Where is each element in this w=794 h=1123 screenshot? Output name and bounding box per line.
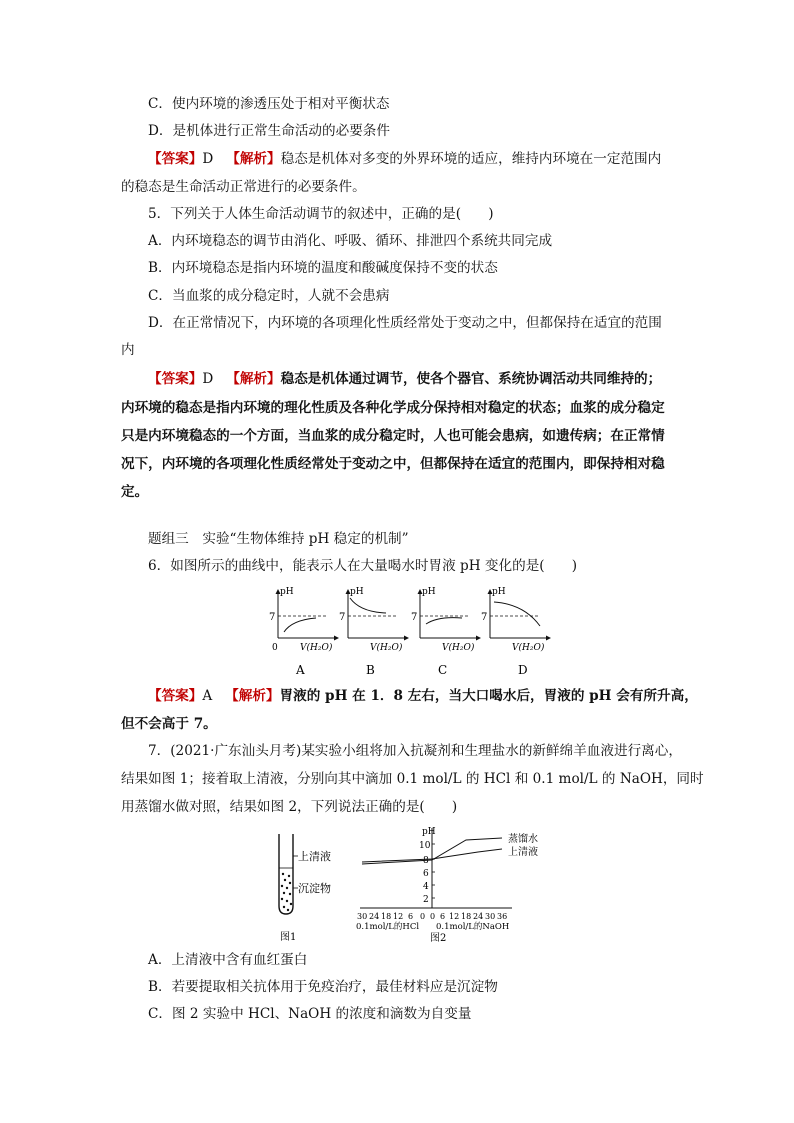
x-tick: 30 <box>357 912 368 921</box>
graph-a <box>269 587 338 677</box>
q5-option-a: A．内环境稳态的调节由消化、呼吸、循环、排泄四个系统共同完成 <box>148 233 553 249</box>
q5-option-b: B．内环境稳态是指内环境的温度和酸碱度保持不变的状态 <box>148 260 498 276</box>
figure-caption: 图2 <box>430 933 447 944</box>
x-tick: 6 <box>440 912 446 921</box>
analysis-tag: 【解析】 <box>226 151 281 167</box>
y-ticks <box>419 841 431 905</box>
analysis-text: 稳态是机体通过调节，使各个器官、系统协调活动共同维持的； <box>280 371 662 387</box>
legend-distilled-water: 蒸馏水 <box>508 834 538 845</box>
x-tick: 36 <box>497 912 508 921</box>
graph-label: D <box>518 663 528 677</box>
tick-7: 7 <box>411 612 418 623</box>
x-axis-label: V(H₂O) <box>512 643 545 653</box>
q7-stem-line1: 7．(2021·广东汕头月考)某实验小组将加入抗凝剂和生理盐水的新鲜绵羊血液进行离心， <box>148 743 682 759</box>
q4-option-d: D．是机体进行正常生命活动的必要条件 <box>148 123 390 139</box>
q4-analysis-line2: 的稳态是生命活动正常进行的必要条件。 <box>121 179 366 195</box>
q7-option-b: B．若要提取相关抗体用于免疫治疗，最佳材料应是沉淀物 <box>148 979 498 995</box>
q5-analysis-line3: 只是内环境稳态的一个方面，当血浆的成分稳定时，人也可能会患病，如遗传病；在正常情 <box>121 428 665 444</box>
q5-analysis-line5: 定。 <box>121 484 149 500</box>
q6-figure <box>262 584 562 680</box>
x-tick: 12 <box>393 912 404 921</box>
answer-value: D <box>202 151 214 167</box>
q4-answer-line <box>148 149 661 169</box>
y-tick: 2 <box>423 895 429 905</box>
q4-option-c: C．使内环境的渗透压处于相对平衡状态 <box>148 96 390 112</box>
answer-tag: 【答案】 <box>148 371 203 387</box>
q5-answer-line <box>148 369 661 389</box>
ph-chart <box>352 822 552 946</box>
graph-label: A <box>296 663 305 677</box>
x-tick: 18 <box>461 912 472 921</box>
label-supernatant: 上清液 <box>298 850 331 863</box>
x-tick: 0 <box>420 912 426 921</box>
analysis-text: 胃液的 pH 在 1．8 左右，当大口喝水后，胃液的 pH 会有所升高， <box>279 688 698 704</box>
label-precipitate: 沉淀物 <box>298 882 331 895</box>
figure-caption: 图1 <box>280 932 297 943</box>
tick-7: 7 <box>269 612 276 623</box>
analysis-tag: 【解析】 <box>225 688 280 704</box>
q5-analysis-line2: 内环境的稳态是指内环境的理化性质及各种化学成分保持相对稳定的状态；血浆的成分稳定 <box>121 400 665 416</box>
q6-stem: 6．如图所示的曲线中，能表示人在大量喝水时胃液 pH 变化的是( ) <box>148 558 578 574</box>
x-axis-label: V(H₂O) <box>442 643 475 653</box>
x-tick: 18 <box>381 912 392 921</box>
test-tube-diagram <box>262 828 362 946</box>
x-axis-label: V(H₂O) <box>300 643 333 653</box>
q6-graphs <box>262 584 562 680</box>
x-tick: 6 <box>408 912 414 921</box>
y-axis-label: pH <box>492 587 506 597</box>
x-label-hcl: 0.1mol/L的HCl <box>356 922 420 932</box>
section-title: 题组三 实验“生物体维持 pH 稳定的机制” <box>148 531 409 547</box>
legend-supernatant: 上清液 <box>508 847 538 858</box>
answer-tag: 【答案】 <box>148 688 203 704</box>
analysis-text: 稳态是机体对多变的外界环境的适应，维持内环境在一定范围内 <box>280 151 662 167</box>
x-tick: 24 <box>369 912 380 921</box>
q7-stem-line3: 用蒸馏水做对照，结果如图 2，下列说法正确的是( ) <box>121 799 458 815</box>
q6-analysis-line2: 但不会高于 7。 <box>121 716 217 732</box>
x-ticks-right <box>430 912 507 921</box>
q7-option-a: A．上清液中含有血红蛋白 <box>148 952 308 968</box>
q7-option-c: C．图 2 实验中 HCl、NaOH 的浓度和滴数为自变量 <box>148 1006 472 1022</box>
graph-b <box>339 587 408 677</box>
q5-option-c: C．当血浆的成分稳定时，人就不会患病 <box>148 288 390 304</box>
tick-7: 7 <box>339 612 346 623</box>
tick-7: 7 <box>481 612 488 623</box>
test-tube <box>279 834 293 914</box>
y-tick: 4 <box>423 882 429 892</box>
graph-d <box>481 587 550 677</box>
y-axis-label: pH <box>350 587 364 597</box>
graph-c <box>411 587 480 677</box>
q7-figure-1 <box>262 828 362 946</box>
y-tick: 6 <box>423 869 429 879</box>
q5-option-d-line2: 内 <box>121 342 135 358</box>
q5-stem: 5．下列关于人体生命活动调节的叙述中，正确的是( ) <box>148 206 494 222</box>
precipitate-dots <box>281 873 292 911</box>
x-tick: 30 <box>485 912 496 921</box>
y-axis-label: pH <box>422 587 436 597</box>
q7-figure-2 <box>352 822 552 946</box>
y-tick: 8 <box>423 856 429 866</box>
graph-label: B <box>366 663 375 677</box>
answer-tag: 【答案】 <box>148 151 203 167</box>
x-tick: 12 <box>449 912 460 921</box>
y-tick: 10 <box>419 841 431 851</box>
y-axis-label: pH <box>422 827 436 837</box>
q5-analysis-line4: 况下，内环境的各项理化性质经常处于变动之中，但都保持在适宜的范围内，即保持相对稳 <box>121 456 665 472</box>
x-tick: 24 <box>473 912 484 921</box>
graph-label: C <box>438 663 448 677</box>
q5-option-d-line1: D．在正常情况下，内环境的各项理化性质经常处于变动之中，但都保持在适宜的范围 <box>148 315 662 331</box>
x-tick: 0 <box>430 912 436 921</box>
origin: 0 <box>272 643 278 653</box>
x-label-naoh: 0.1mol/L的NaOH <box>436 922 510 932</box>
y-axis-label: pH <box>280 587 294 597</box>
answer-value: A <box>202 688 213 704</box>
q7-stem-line2: 结果如图 1；接着取上清液，分别向其中滴加 0.1 mol/L 的 HCl 和 0.1 mol/L 的 NaOH，同时 <box>121 771 704 787</box>
analysis-tag: 【解析】 <box>226 371 281 387</box>
q6-answer-line <box>148 686 698 706</box>
x-ticks-left <box>357 912 425 921</box>
x-axis-label: V(H₂O) <box>370 643 403 653</box>
answer-value: D <box>202 371 214 387</box>
